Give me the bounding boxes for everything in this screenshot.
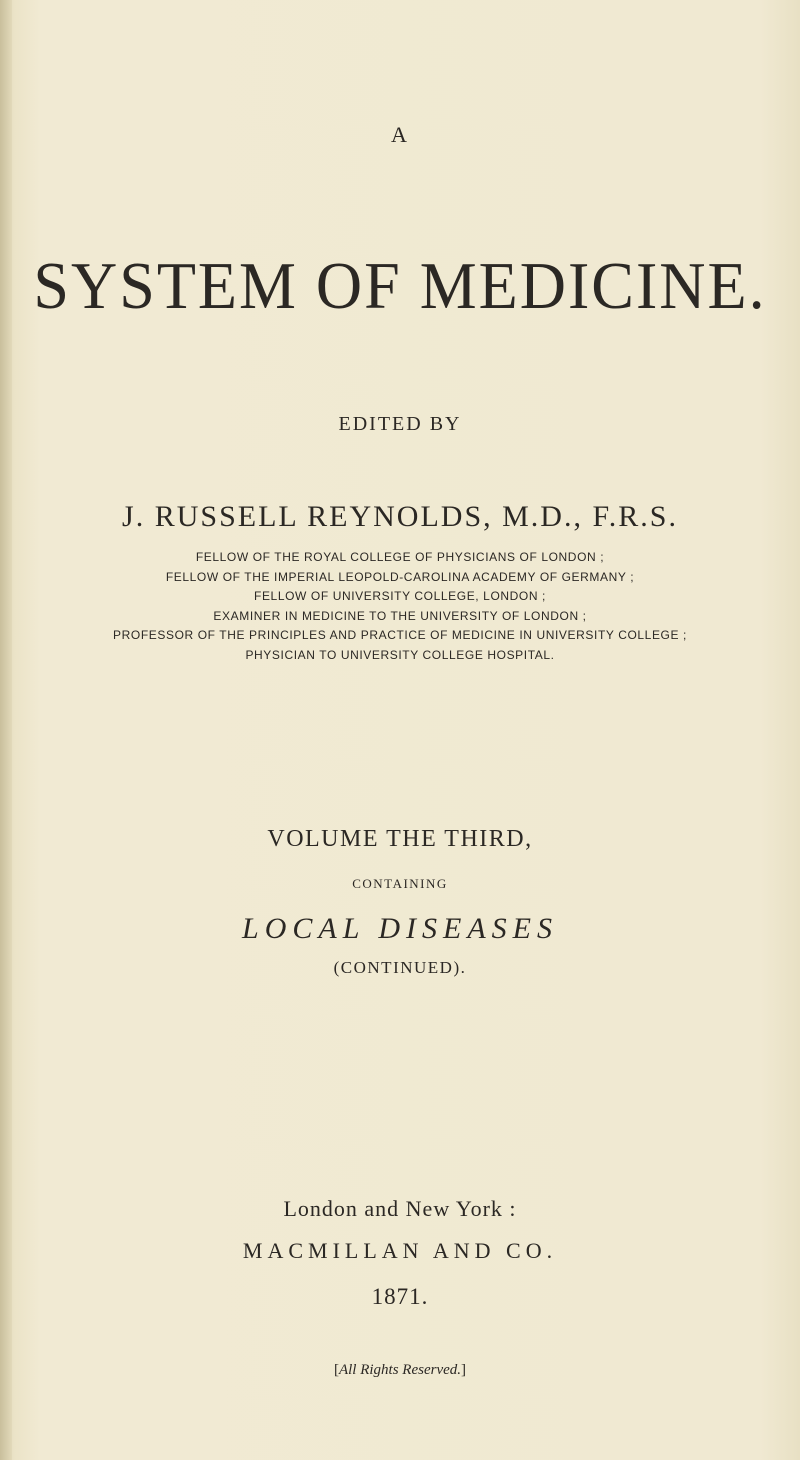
containing-label: CONTAINING xyxy=(352,876,448,891)
rights-bracket-open: [ xyxy=(333,1362,339,1378)
title-article: A xyxy=(391,122,409,147)
publisher-name: MACMILLAN AND CO. xyxy=(242,1238,558,1263)
volume-label: VOLUME THE THIRD, xyxy=(267,826,533,852)
credential-line: FELLOW OF THE ROYAL COLLEGE OF PHYSICIANS OF LONDON ; xyxy=(195,550,605,564)
imprint-place: London and New York : xyxy=(283,1196,517,1221)
continued-label: (CONTINUED). xyxy=(333,958,467,977)
rights-bracket-close: ] xyxy=(461,1362,467,1378)
book-title: SYSTEM OF MEDICINE. xyxy=(33,248,767,323)
editor-name: J. RUSSELL REYNOLDS, M.D., F.R.S. xyxy=(122,500,678,533)
credential-line: FELLOW OF THE IMPERIAL LEOPOLD-CAROLINA ACADEMY OF GERMANY ; xyxy=(165,569,635,584)
edited-by-label: EDITED BY xyxy=(338,413,462,435)
publication-year: 1871. xyxy=(371,1284,429,1309)
rights-text: All Rights Reserved. xyxy=(338,1362,462,1378)
volume-subject: LOCAL DISEASES xyxy=(242,912,558,945)
credential-line: PROFESSOR OF THE PRINCIPLES AND PRACTICE OF MEDICINE IN UNIVERSITY COLLEGE ; xyxy=(113,628,687,642)
credential-line: PHYSICIAN TO UNIVERSITY COLLEGE HOSPITAL. xyxy=(245,647,555,662)
rights-notice xyxy=(0,1362,800,1379)
editor-credentials xyxy=(0,548,800,665)
credential-line: EXAMINER IN MEDICINE TO THE UNIVERSITY OF LONDON ; xyxy=(213,608,587,623)
credential-line: FELLOW OF UNIVERSITY COLLEGE, LONDON ; xyxy=(254,589,546,603)
